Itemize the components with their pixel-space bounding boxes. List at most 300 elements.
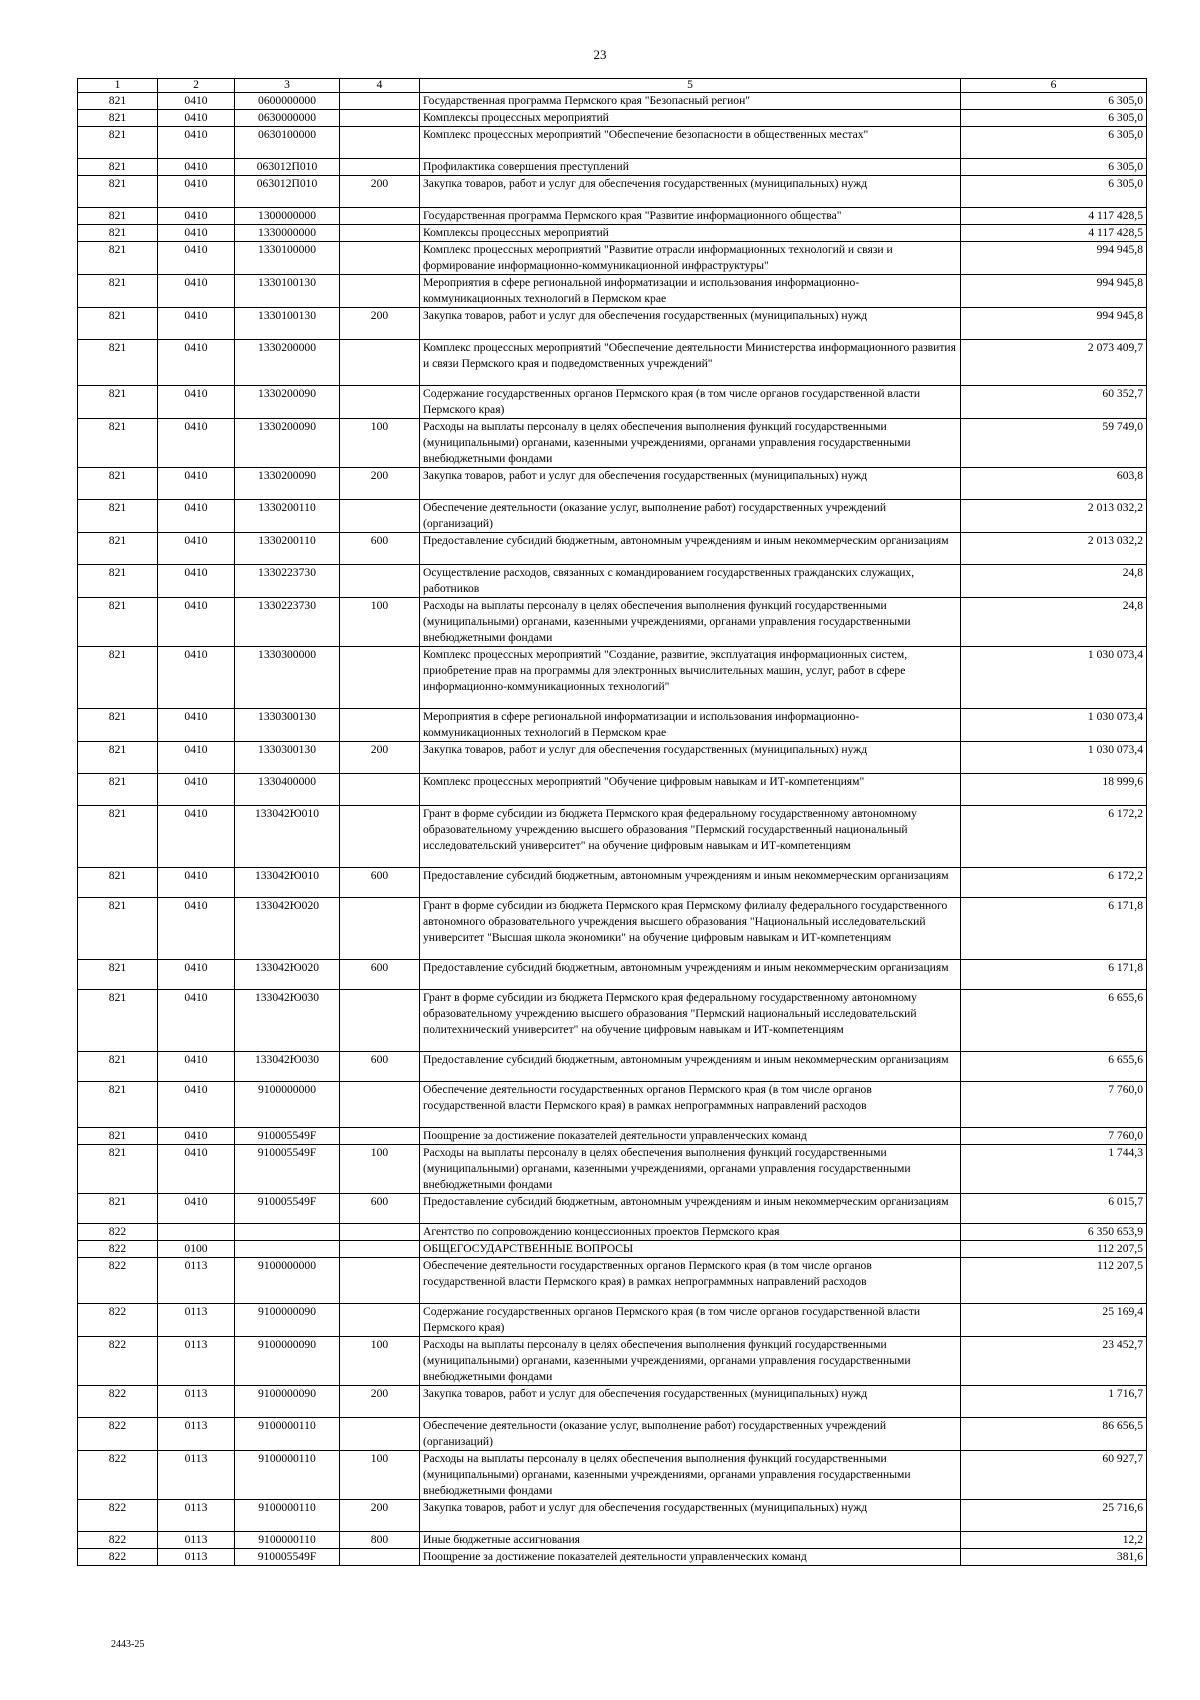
column-header: 5 xyxy=(420,79,961,93)
cell-target-code: 9100000110 xyxy=(235,1532,340,1549)
cell-amount: 6 305,0 xyxy=(961,176,1147,208)
cell-expense-type xyxy=(340,1128,420,1145)
table-row xyxy=(78,1304,1147,1337)
table-row xyxy=(78,159,1147,176)
cell-target-code: 9100000090 xyxy=(235,1304,340,1337)
table-row xyxy=(78,1258,1147,1304)
cell-admin-code: 822 xyxy=(78,1500,158,1532)
cell-admin-code: 822 xyxy=(78,1386,158,1418)
table-row xyxy=(78,1337,1147,1386)
cell-section-code: 0410 xyxy=(158,275,235,308)
cell-expense-type: 200 xyxy=(340,176,420,208)
cell-description: Расходы на выплаты персоналу в целях обеспечения выполнения функций государственными (муниципальными) органами, казенными учреждениями, органами управления государственными внебюджетными фондами xyxy=(420,598,961,647)
cell-target-code: 133042Ю020 xyxy=(235,898,340,960)
cell-section-code: 0410 xyxy=(158,500,235,533)
cell-description: Иные бюджетные ассигнования xyxy=(420,1532,961,1549)
cell-section-code: 0113 xyxy=(158,1418,235,1451)
cell-expense-type: 100 xyxy=(340,598,420,647)
table-row xyxy=(78,242,1147,275)
cell-section-code: 0113 xyxy=(158,1258,235,1304)
cell-admin-code: 821 xyxy=(78,308,158,340)
table-row xyxy=(78,1128,1147,1145)
cell-target-code: 0630100000 xyxy=(235,127,340,159)
cell-description: Обеспечение деятельности (оказание услуг, выполнение работ) государственных учреждений (организаций) xyxy=(420,500,961,533)
cell-section-code: 0410 xyxy=(158,898,235,960)
cell-section-code: 0410 xyxy=(158,1128,235,1145)
cell-expense-type xyxy=(340,1549,420,1566)
cell-target-code: 9100000090 xyxy=(235,1337,340,1386)
cell-expense-type xyxy=(340,208,420,225)
cell-description: Комплекс процессных мероприятий "Развитие отрасли информационных технологий и связи и формирование информационно-коммуникационной инфраструктуры" xyxy=(420,242,961,275)
cell-amount: 6 305,0 xyxy=(961,110,1147,127)
cell-target-code: 133042Ю020 xyxy=(235,960,340,990)
cell-section-code: 0410 xyxy=(158,242,235,275)
cell-expense-type: 600 xyxy=(340,1052,420,1082)
cell-section-code: 0410 xyxy=(158,598,235,647)
cell-description: Обеспечение деятельности государственных органов Пермского края (в том числе органов государственной власти Пермского края) в рамках непрограммных направлений расходов xyxy=(420,1082,961,1128)
cell-target-code: 9100000110 xyxy=(235,1451,340,1500)
cell-expense-type: 200 xyxy=(340,468,420,500)
table-row xyxy=(78,176,1147,208)
cell-expense-type xyxy=(340,774,420,806)
cell-admin-code: 822 xyxy=(78,1337,158,1386)
cell-description: Расходы на выплаты персоналу в целях обеспечения выполнения функций государственными (муниципальными) органами, казенными учреждениями, органами управления государственными внебюджетными фондами xyxy=(420,419,961,468)
cell-target-code: 9100000000 xyxy=(235,1082,340,1128)
cell-target-code: 1330100130 xyxy=(235,308,340,340)
cell-description: Грант в форме субсидии из бюджета Пермского края федеральному государственному автономному образовательному учреждению высшего образования "Пермский национальный исследовательский политехнический университет" на обучение цифровым навыкам и ИТ-компетенциям xyxy=(420,990,961,1052)
table-row xyxy=(78,500,1147,533)
cell-description: ОБЩЕГОСУДАРСТВЕННЫЕ ВОПРОСЫ xyxy=(420,1241,961,1258)
cell-section-code: 0113 xyxy=(158,1304,235,1337)
cell-section-code: 0410 xyxy=(158,1052,235,1082)
cell-section-code: 0410 xyxy=(158,208,235,225)
cell-target-code: 1330200110 xyxy=(235,533,340,565)
cell-target-code: 910005549F xyxy=(235,1549,340,1566)
cell-amount: 112 207,5 xyxy=(961,1258,1147,1304)
cell-amount: 1 744,3 xyxy=(961,1145,1147,1194)
cell-target-code: 0630000000 xyxy=(235,110,340,127)
cell-description: Комплексы процессных мероприятий xyxy=(420,225,961,242)
cell-section-code xyxy=(158,1224,235,1241)
cell-amount: 86 656,5 xyxy=(961,1418,1147,1451)
cell-target-code: 1330000000 xyxy=(235,225,340,242)
table-row xyxy=(78,1082,1147,1128)
cell-expense-type xyxy=(340,242,420,275)
cell-amount: 6 171,8 xyxy=(961,960,1147,990)
cell-section-code: 0410 xyxy=(158,308,235,340)
cell-amount: 18 999,6 xyxy=(961,774,1147,806)
cell-admin-code: 821 xyxy=(78,742,158,774)
cell-section-code: 0113 xyxy=(158,1500,235,1532)
cell-expense-type: 100 xyxy=(340,419,420,468)
cell-admin-code: 821 xyxy=(78,93,158,110)
cell-target-code: 1330223730 xyxy=(235,598,340,647)
cell-expense-type xyxy=(340,806,420,868)
cell-description: Комплекс процессных мероприятий "Обеспечение безопасности в общественных местах" xyxy=(420,127,961,159)
cell-expense-type xyxy=(340,159,420,176)
cell-amount: 1 030 073,4 xyxy=(961,742,1147,774)
table-row xyxy=(78,742,1147,774)
cell-description: Предоставление субсидий бюджетным, автономным учреждениям и иным некоммерческим организациям xyxy=(420,1052,961,1082)
cell-description: Мероприятия в сфере региональной информатизации и использования информационно-коммуникационных технологий в Пермском крае xyxy=(420,275,961,308)
cell-section-code: 0410 xyxy=(158,127,235,159)
cell-admin-code: 821 xyxy=(78,500,158,533)
cell-description: Предоставление субсидий бюджетным, автономным учреждениям и иным некоммерческим организациям xyxy=(420,533,961,565)
cell-admin-code: 821 xyxy=(78,990,158,1052)
cell-target-code: 910005549F xyxy=(235,1128,340,1145)
table-row xyxy=(78,1386,1147,1418)
cell-target-code: 1330300130 xyxy=(235,742,340,774)
cell-target-code: 1330200090 xyxy=(235,386,340,419)
cell-description: Поощрение за достижение показателей деятельности управленческих команд xyxy=(420,1128,961,1145)
cell-admin-code: 822 xyxy=(78,1532,158,1549)
cell-expense-type: 200 xyxy=(340,308,420,340)
table-row xyxy=(78,1549,1147,1566)
cell-admin-code: 821 xyxy=(78,340,158,386)
cell-admin-code: 821 xyxy=(78,806,158,868)
cell-section-code: 0410 xyxy=(158,110,235,127)
cell-expense-type: 100 xyxy=(340,1451,420,1500)
cell-admin-code: 822 xyxy=(78,1451,158,1500)
cell-section-code: 0410 xyxy=(158,647,235,709)
cell-amount: 112 207,5 xyxy=(961,1241,1147,1258)
cell-target-code: 1330200090 xyxy=(235,419,340,468)
cell-target-code: 0600000000 xyxy=(235,93,340,110)
table-row xyxy=(78,1532,1147,1549)
column-header: 4 xyxy=(340,79,420,93)
cell-description: Закупка товаров, работ и услуг для обеспечения государственных (муниципальных) нужд xyxy=(420,742,961,774)
cell-target-code: 1330100000 xyxy=(235,242,340,275)
cell-admin-code: 822 xyxy=(78,1549,158,1566)
table-row xyxy=(78,960,1147,990)
cell-admin-code: 821 xyxy=(78,868,158,898)
column-header: 1 xyxy=(78,79,158,93)
cell-admin-code: 821 xyxy=(78,127,158,159)
table-row xyxy=(78,110,1147,127)
cell-description: Расходы на выплаты персоналу в целях обеспечения выполнения функций государственными (муниципальными) органами, казенными учреждениями, органами управления государственными внебюджетными фондами xyxy=(420,1337,961,1386)
cell-admin-code: 822 xyxy=(78,1258,158,1304)
table-row xyxy=(78,1241,1147,1258)
cell-section-code: 0410 xyxy=(158,1082,235,1128)
cell-amount: 2 073 409,7 xyxy=(961,340,1147,386)
cell-section-code: 0410 xyxy=(158,159,235,176)
table-row xyxy=(78,208,1147,225)
cell-amount: 1 716,7 xyxy=(961,1386,1147,1418)
cell-expense-type xyxy=(340,110,420,127)
cell-amount: 994 945,8 xyxy=(961,242,1147,275)
cell-description: Закупка товаров, работ и услуг для обеспечения государственных (муниципальных) нужд xyxy=(420,468,961,500)
cell-amount: 7 760,0 xyxy=(961,1082,1147,1128)
cell-expense-type: 600 xyxy=(340,868,420,898)
cell-amount: 6 015,7 xyxy=(961,1194,1147,1224)
cell-admin-code: 821 xyxy=(78,1194,158,1224)
cell-admin-code: 821 xyxy=(78,225,158,242)
cell-section-code: 0410 xyxy=(158,742,235,774)
cell-amount: 60 352,7 xyxy=(961,386,1147,419)
cell-description: Расходы на выплаты персоналу в целях обеспечения выполнения функций государственными (муниципальными) органами, казенными учреждениями, органами управления государственными внебюджетными фондами xyxy=(420,1451,961,1500)
cell-expense-type xyxy=(340,1304,420,1337)
cell-amount: 6 172,2 xyxy=(961,806,1147,868)
cell-amount: 24,8 xyxy=(961,565,1147,598)
cell-amount: 7 760,0 xyxy=(961,1128,1147,1145)
cell-admin-code: 821 xyxy=(78,565,158,598)
table-row xyxy=(78,127,1147,159)
cell-section-code: 0410 xyxy=(158,176,235,208)
table-row xyxy=(78,1194,1147,1224)
cell-description: Закупка товаров, работ и услуг для обеспечения государственных (муниципальных) нужд xyxy=(420,176,961,208)
cell-expense-type: 200 xyxy=(340,742,420,774)
table-row xyxy=(78,647,1147,709)
cell-expense-type xyxy=(340,386,420,419)
cell-amount: 994 945,8 xyxy=(961,308,1147,340)
cell-expense-type xyxy=(340,500,420,533)
cell-target-code: 9100000110 xyxy=(235,1418,340,1451)
cell-expense-type: 200 xyxy=(340,1500,420,1532)
table-row xyxy=(78,386,1147,419)
table-row xyxy=(78,774,1147,806)
cell-admin-code: 821 xyxy=(78,647,158,709)
cell-amount: 25 169,4 xyxy=(961,1304,1147,1337)
cell-description: Закупка товаров, работ и услуг для обеспечения государственных (муниципальных) нужд xyxy=(420,1500,961,1532)
cell-section-code: 0410 xyxy=(158,1145,235,1194)
table-row xyxy=(78,275,1147,308)
cell-admin-code: 821 xyxy=(78,419,158,468)
budget-table xyxy=(77,78,1147,1566)
cell-section-code: 0410 xyxy=(158,468,235,500)
cell-description: Обеспечение деятельности (оказание услуг, выполнение работ) государственных учреждений (организаций) xyxy=(420,1418,961,1451)
page-number: 23 xyxy=(593,47,607,62)
cell-section-code: 0410 xyxy=(158,960,235,990)
table-row xyxy=(78,419,1147,468)
cell-amount: 12,2 xyxy=(961,1532,1147,1549)
cell-description: Комплекс процессных мероприятий "Обучение цифровым навыкам и ИТ-компетенциям" xyxy=(420,774,961,806)
cell-expense-type xyxy=(340,565,420,598)
cell-expense-type: 600 xyxy=(340,1194,420,1224)
cell-admin-code: 821 xyxy=(78,709,158,742)
cell-section-code: 0410 xyxy=(158,868,235,898)
cell-section-code: 0113 xyxy=(158,1549,235,1566)
table-row xyxy=(78,1052,1147,1082)
table-row xyxy=(78,709,1147,742)
table-row xyxy=(78,1224,1147,1241)
table-row xyxy=(78,806,1147,868)
cell-amount: 6 171,8 xyxy=(961,898,1147,960)
cell-amount: 59 749,0 xyxy=(961,419,1147,468)
cell-description: Агентство по сопровождению концессионных проектов Пермского края xyxy=(420,1224,961,1241)
cell-description: Расходы на выплаты персоналу в целях обеспечения выполнения функций государственными (муниципальными) органами, казенными учреждениями, органами управления государственными внебюджетными фондами xyxy=(420,1145,961,1194)
cell-admin-code: 821 xyxy=(78,598,158,647)
table-row xyxy=(78,225,1147,242)
cell-amount: 6 172,2 xyxy=(961,868,1147,898)
cell-section-code: 0410 xyxy=(158,93,235,110)
cell-expense-type xyxy=(340,709,420,742)
cell-section-code: 0410 xyxy=(158,225,235,242)
cell-section-code: 0410 xyxy=(158,386,235,419)
cell-section-code: 0410 xyxy=(158,340,235,386)
table-row xyxy=(78,340,1147,386)
cell-amount: 6 305,0 xyxy=(961,127,1147,159)
cell-target-code: 063012П010 xyxy=(235,176,340,208)
cell-description: Комплекс процессных мероприятий "Обеспечение деятельности Министерства информационного развития и связи Пермского края и подведомственных учреждений" xyxy=(420,340,961,386)
cell-description: Грант в форме субсидии из бюджета Пермского края федеральному государственному автономному образовательному учреждению высшего образования "Пермский государственный национальный исследовательский университет" на обучение цифровым навыкам и ИТ-компетенциям xyxy=(420,806,961,868)
table-row xyxy=(78,93,1147,110)
table-body xyxy=(78,93,1147,1566)
cell-admin-code: 821 xyxy=(78,275,158,308)
cell-section-code: 0410 xyxy=(158,533,235,565)
cell-target-code: 063012П010 xyxy=(235,159,340,176)
cell-amount: 6 305,0 xyxy=(961,159,1147,176)
cell-expense-type xyxy=(340,898,420,960)
cell-description: Поощрение за достижение показателей деятельности управленческих команд xyxy=(420,1549,961,1566)
cell-target-code: 9100000110 xyxy=(235,1500,340,1532)
cell-expense-type xyxy=(340,340,420,386)
cell-target-code: 1330200000 xyxy=(235,340,340,386)
header-row xyxy=(78,79,1147,93)
table-row xyxy=(78,565,1147,598)
cell-amount: 6 350 653,9 xyxy=(961,1224,1147,1241)
cell-amount: 6 305,0 xyxy=(961,93,1147,110)
cell-section-code: 0410 xyxy=(158,774,235,806)
cell-amount: 6 655,6 xyxy=(961,990,1147,1052)
cell-expense-type xyxy=(340,990,420,1052)
cell-admin-code: 821 xyxy=(78,176,158,208)
cell-admin-code: 822 xyxy=(78,1418,158,1451)
cell-expense-type: 800 xyxy=(340,1532,420,1549)
cell-target-code: 133042Ю010 xyxy=(235,868,340,898)
cell-expense-type xyxy=(340,1418,420,1451)
cell-target-code: 1330100130 xyxy=(235,275,340,308)
cell-section-code: 0100 xyxy=(158,1241,235,1258)
cell-target-code: 1330300000 xyxy=(235,647,340,709)
cell-description: Профилактика совершения преступлений xyxy=(420,159,961,176)
cell-expense-type: 600 xyxy=(340,533,420,565)
cell-target-code: 1330300130 xyxy=(235,709,340,742)
cell-description: Комплексы процессных мероприятий xyxy=(420,110,961,127)
cell-target-code: 1330400000 xyxy=(235,774,340,806)
cell-description: Государственная программа Пермского края "Развитие информационного общества" xyxy=(420,208,961,225)
cell-expense-type xyxy=(340,275,420,308)
cell-admin-code: 821 xyxy=(78,1145,158,1194)
cell-expense-type xyxy=(340,1241,420,1258)
cell-admin-code: 821 xyxy=(78,159,158,176)
cell-description: Содержание государственных органов Пермского края (в том числе органов государственной власти Пермского края) xyxy=(420,386,961,419)
table-row xyxy=(78,868,1147,898)
cell-amount: 24,8 xyxy=(961,598,1147,647)
cell-amount: 381,6 xyxy=(961,1549,1147,1566)
cell-description: Содержание государственных органов Пермского края (в том числе органов государственной власти Пермского края) xyxy=(420,1304,961,1337)
cell-amount: 4 117 428,5 xyxy=(961,225,1147,242)
cell-target-code: 1300000000 xyxy=(235,208,340,225)
table-row xyxy=(78,1145,1147,1194)
cell-amount: 4 117 428,5 xyxy=(961,208,1147,225)
cell-expense-type xyxy=(340,647,420,709)
table-row xyxy=(78,1451,1147,1500)
cell-admin-code: 822 xyxy=(78,1304,158,1337)
cell-amount: 6 655,6 xyxy=(961,1052,1147,1082)
cell-expense-type: 600 xyxy=(340,960,420,990)
cell-target-code: 9100000090 xyxy=(235,1386,340,1418)
cell-amount: 2 013 032,2 xyxy=(961,500,1147,533)
cell-expense-type xyxy=(340,1224,420,1241)
column-header: 6 xyxy=(961,79,1147,93)
cell-section-code: 0113 xyxy=(158,1337,235,1386)
cell-amount: 1 030 073,4 xyxy=(961,709,1147,742)
cell-amount: 60 927,7 xyxy=(961,1451,1147,1500)
cell-amount: 603,8 xyxy=(961,468,1147,500)
cell-target-code: 1330200090 xyxy=(235,468,340,500)
table-row xyxy=(78,898,1147,960)
table-row xyxy=(78,468,1147,500)
cell-admin-code: 821 xyxy=(78,386,158,419)
column-header: 3 xyxy=(235,79,340,93)
cell-section-code: 0113 xyxy=(158,1386,235,1418)
cell-expense-type xyxy=(340,127,420,159)
cell-amount: 1 030 073,4 xyxy=(961,647,1147,709)
table-row xyxy=(78,1418,1147,1451)
cell-amount: 25 716,6 xyxy=(961,1500,1147,1532)
cell-expense-type xyxy=(340,1082,420,1128)
table-row xyxy=(78,533,1147,565)
cell-description: Грант в форме субсидии из бюджета Пермского края Пермскому филиалу федерального государственного автономного образовательного учреждения высшего образования "Национальный исследовательский университет "Высшая школа экономики" на обучение цифровым навыкам и ИТ-компетенциям xyxy=(420,898,961,960)
cell-description: Предоставление субсидий бюджетным, автономным учреждениям и иным некоммерческим организациям xyxy=(420,1194,961,1224)
cell-section-code: 0410 xyxy=(158,806,235,868)
cell-target-code xyxy=(235,1241,340,1258)
cell-expense-type xyxy=(340,93,420,110)
cell-admin-code: 821 xyxy=(78,960,158,990)
cell-description: Комплекс процессных мероприятий "Создание, развитие, эксплуатация информационных систем, приобретение прав на программы для электронных вычислительных машин, услуг, работ в сфере информационно-коммуникационных технологий" xyxy=(420,647,961,709)
cell-description: Обеспечение деятельности государственных органов Пермского края (в том числе органов государственной власти Пермского края) в рамках непрограммных направлений расходов xyxy=(420,1258,961,1304)
cell-section-code: 0113 xyxy=(158,1451,235,1500)
cell-amount: 23 452,7 xyxy=(961,1337,1147,1386)
cell-section-code: 0410 xyxy=(158,709,235,742)
cell-target-code: 133042Ю030 xyxy=(235,1052,340,1082)
cell-admin-code: 821 xyxy=(78,533,158,565)
cell-description: Мероприятия в сфере региональной информатизации и использования информационно-коммуникационных технологий в Пермском крае xyxy=(420,709,961,742)
cell-expense-type: 200 xyxy=(340,1386,420,1418)
cell-amount: 2 013 032,2 xyxy=(961,533,1147,565)
cell-section-code: 0410 xyxy=(158,990,235,1052)
cell-admin-code: 821 xyxy=(78,242,158,275)
cell-description: Предоставление субсидий бюджетным, автономным учреждениям и иным некоммерческим организациям xyxy=(420,868,961,898)
cell-target-code: 9100000000 xyxy=(235,1258,340,1304)
cell-admin-code: 821 xyxy=(78,208,158,225)
cell-admin-code: 821 xyxy=(78,110,158,127)
cell-expense-type: 100 xyxy=(340,1145,420,1194)
document-code: 2443-25 xyxy=(111,1639,145,1650)
table-row xyxy=(78,308,1147,340)
cell-description: Осуществление расходов, связанных с командированием государственных гражданских служащих, работников xyxy=(420,565,961,598)
cell-target-code: 1330200110 xyxy=(235,500,340,533)
cell-admin-code: 821 xyxy=(78,1052,158,1082)
cell-target-code: 910005549F xyxy=(235,1194,340,1224)
cell-target-code: 133042Ю030 xyxy=(235,990,340,1052)
table-row xyxy=(78,598,1147,647)
cell-admin-code: 822 xyxy=(78,1224,158,1241)
cell-amount: 994 945,8 xyxy=(961,275,1147,308)
cell-description: Государственная программа Пермского края "Безопасный регион" xyxy=(420,93,961,110)
cell-admin-code: 821 xyxy=(78,1082,158,1128)
cell-section-code: 0113 xyxy=(158,1532,235,1549)
cell-admin-code: 821 xyxy=(78,774,158,806)
cell-description: Предоставление субсидий бюджетным, автономным учреждениям и иным некоммерческим организациям xyxy=(420,960,961,990)
cell-target-code xyxy=(235,1224,340,1241)
cell-expense-type xyxy=(340,225,420,242)
cell-admin-code: 821 xyxy=(78,898,158,960)
cell-section-code: 0410 xyxy=(158,565,235,598)
cell-admin-code: 821 xyxy=(78,1128,158,1145)
cell-admin-code: 822 xyxy=(78,1241,158,1258)
cell-target-code: 133042Ю010 xyxy=(235,806,340,868)
